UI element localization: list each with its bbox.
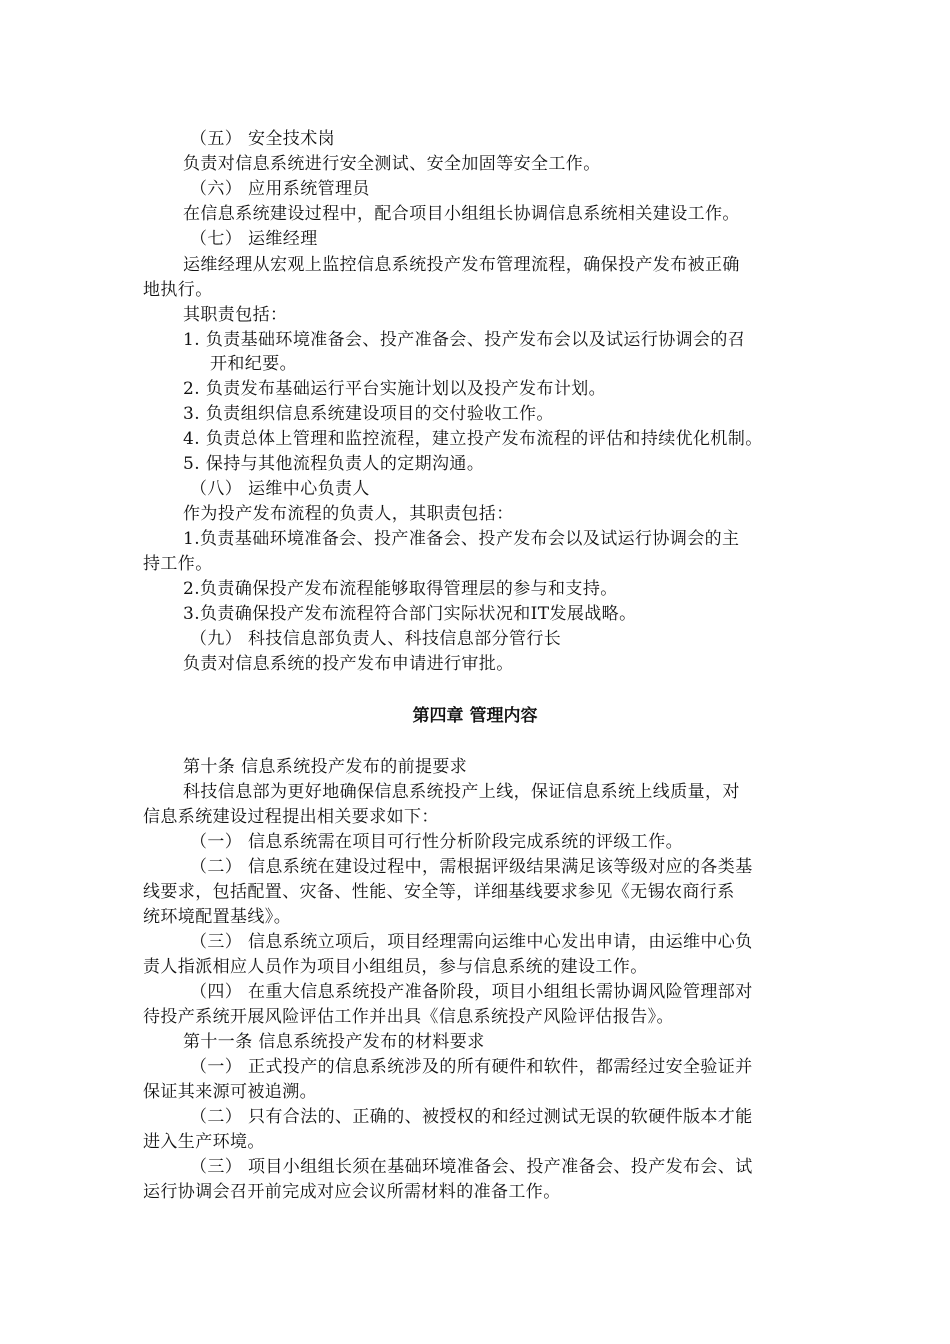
list-item: 5. 保持与其他流程负责人的定期沟通。 — [183, 454, 485, 474]
clause-continuation: 进入生产环境。 — [143, 1132, 265, 1152]
list-item: 2.负责确保投产发布流程能够取得管理层的参与和支持。 — [183, 579, 618, 599]
clause-continuation: 责人指派相应人员作为项目小组组员，参与信息系统的建设工作。 — [143, 957, 648, 977]
clause-item: （一） 信息系统需在项目可行性分析阶段完成系统的评级工作。 — [190, 832, 684, 852]
section-heading-7: （七） 运维经理 — [190, 229, 318, 249]
clause-item: （一） 正式投产的信息系统涉及的所有硬件和软件，都需经过安全验证并 — [190, 1057, 753, 1077]
section-heading-5: （五） 安全技术岗 — [190, 129, 336, 149]
clause-continuation: 统环境配置基线》。 — [143, 907, 292, 927]
paragraph-line: 在信息系统建设过程中，配合项目小组组长协调信息系统相关建设工作。 — [183, 204, 740, 224]
chapter-title: 第四章 管理内容 — [412, 706, 538, 726]
clause-item: （四） 在重大信息系统投产准备阶段，项目小组组长需协调风险管理部对 — [190, 982, 753, 1002]
list-item-continuation: 持工作。 — [143, 554, 213, 574]
clause-continuation: 线要求，包括配置、灾备、性能、安全等，详细基线要求参见《无锡农商行系 — [143, 882, 735, 902]
paragraph-line: 运维经理从宏观上监控信息系统投产发布管理流程，确保投产发布被正确 — [183, 255, 740, 275]
clause-item: （二） 只有合法的、正确的、被授权的和经过测试无误的软硬件版本才能 — [190, 1107, 753, 1127]
list-item: 2. 负责发布基础运行平台实施计划以及投产发布计划。 — [183, 379, 607, 399]
section-heading-6: （六） 应用系统管理员 — [190, 179, 370, 199]
clause-item: （三） 项目小组组长须在基础环境准备会、投产准备会、投产发布会、试 — [190, 1157, 753, 1177]
paragraph-line: 负责对信息系统进行安全测试、安全加固等安全工作。 — [183, 154, 601, 174]
list-item: 4. 负责总体上管理和监控流程，建立投产发布流程的评估和持续优化机制。 — [183, 429, 763, 449]
clause-continuation: 保证其来源可被追溯。 — [143, 1082, 317, 1102]
list-item: 3.负责确保投产发布流程符合部门实际状况和IT发展战略。 — [183, 604, 637, 624]
list-item: 3. 负责组织信息系统建设项目的交付验收工作。 — [183, 404, 554, 424]
clause-continuation: 待投产系统开展风险评估工作并出具《信息系统投产风险评估报告》。 — [143, 1007, 674, 1027]
paragraph-line: 地执行。 — [143, 280, 213, 300]
list-item: 1.负责基础环境准备会、投产准备会、投产发布会以及试运行协调会的主 — [183, 529, 740, 549]
section-heading-8: （八） 运维中心负责人 — [190, 479, 370, 499]
paragraph-line: 信息系统建设过程提出相关要求如下： — [143, 807, 439, 827]
article-heading-10: 第十条 信息系统投产发布的前提要求 — [183, 757, 468, 777]
clause-item: （二） 信息系统在建设过程中，需根据评级结果满足该等级对应的各类基 — [190, 857, 753, 877]
paragraph-line: 作为投产发布流程的负责人，其职责包括： — [183, 504, 514, 524]
article-heading-11: 第十一条 信息系统投产发布的材料要求 — [183, 1032, 485, 1052]
paragraph-line: 负责对信息系统的投产发布申请进行审批。 — [183, 654, 514, 674]
clause-item: （三） 信息系统立项后，项目经理需向运维中心发出申请，由运维中心负 — [190, 932, 753, 952]
paragraph-line: 科技信息部为更好地确保信息系统投产上线，保证信息系统上线质量，对 — [183, 782, 740, 802]
paragraph-line: 其职责包括： — [183, 305, 288, 325]
list-item: 1. 负责基础环境准备会、投产准备会、投产发布会以及试运行协调会的召 — [183, 330, 746, 350]
clause-continuation: 运行协调会召开前完成对应会议所需材料的准备工作。 — [143, 1182, 561, 1202]
list-item-continuation: 开和纪要。 — [210, 354, 297, 374]
section-heading-9: （九） 科技信息部负责人、科技信息部分管行长 — [190, 629, 562, 649]
